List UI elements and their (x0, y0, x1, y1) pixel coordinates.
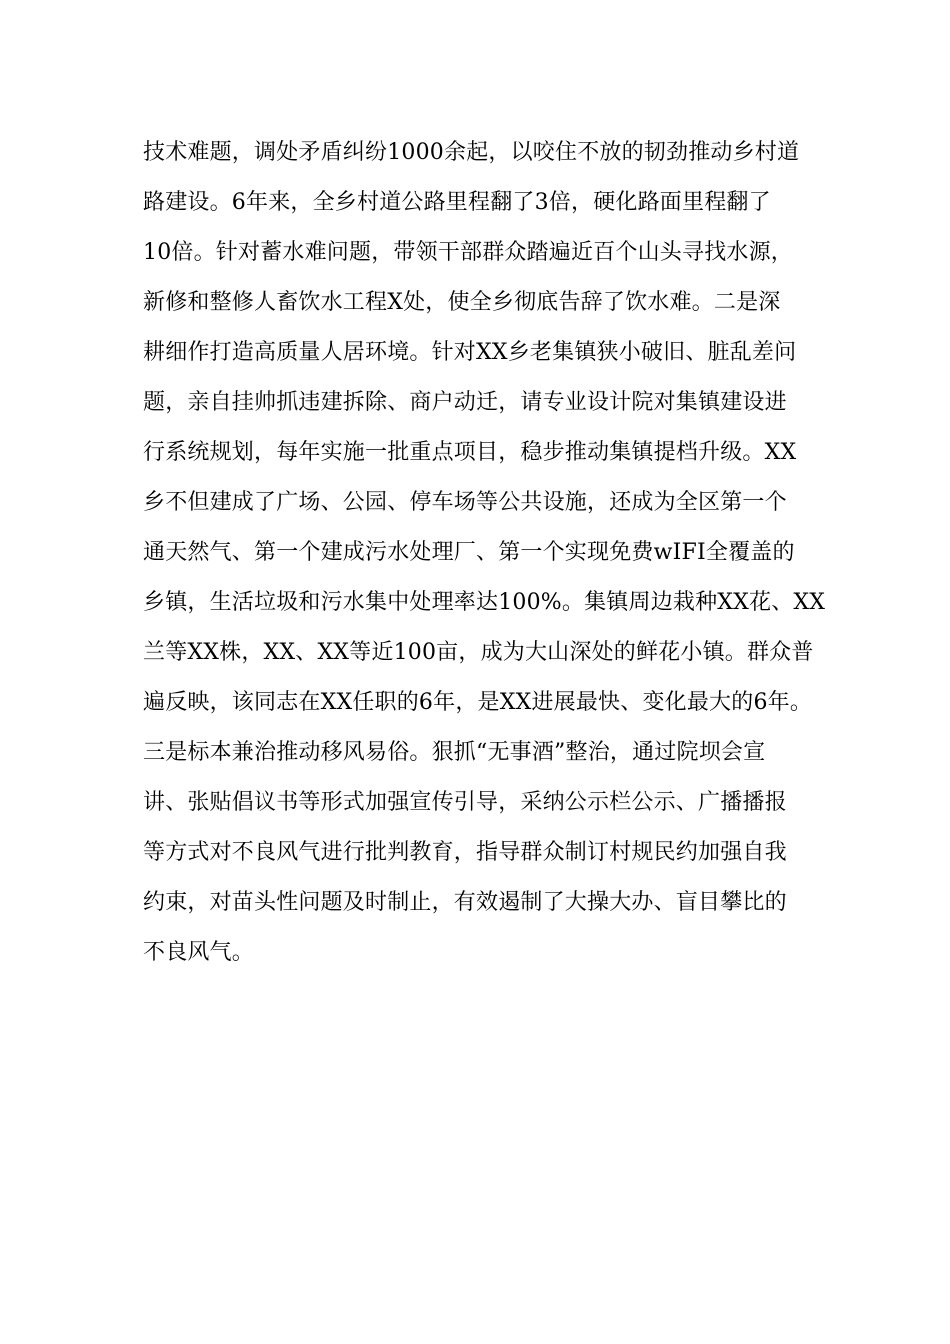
body-paragraph (143, 128, 826, 978)
text-line-11: 兰等XX株，XX、XX等近100亩，成为大山深处的鲜花小镇。群众普 (143, 640, 814, 665)
text-line-3: 10倍。针对蓄水难问题，带领干部群众踏遍近百个山头寻找水源， (143, 240, 793, 265)
text-line-17: 不良风气。 (143, 940, 255, 965)
text-line-9: 通天然气、第一个建成污水处理厂、第一个实现免费wIFI全覆盖的 (143, 540, 795, 565)
text-line-7: 行系统规划，每年实施一批重点项目，稳步推动集镇提档升级。XX (143, 440, 797, 465)
text-line-10: 乡镇，生活垃圾和污水集中处理率达100%。集镇周边栽种XX花、XX (143, 590, 826, 615)
text-line-5: 耕细作打造高质量人居环境。针对XX乡老集镇狭小破旧、脏乱差问 (143, 340, 797, 365)
text-line-6: 题，亲自挂帅抓违建拆除、商户动迁，请专业设计院对集镇建设进 (143, 390, 787, 415)
text-line-12: 遍反映，该同志在XX任职的6年，是XX进展最快、变化最大的6年。 (143, 690, 813, 715)
text-line-1: 技术难题，调处矛盾纠纷1000余起，以咬住不放的韧劲推动乡村道 (143, 140, 800, 165)
text-line-16: 约束，对苗头性问题及时制止，有效遏制了大操大办、盲目攀比的 (143, 890, 787, 915)
text-line-14: 讲、张贴倡议书等形式加强宣传引导，采纳公示栏公示、广播播报 (143, 790, 787, 815)
text-line-4: 新修和整修人畜饮水工程X处，使全乡彻底告辞了饮水难。二是深 (143, 290, 781, 315)
text-line-15: 等方式对不良风气进行批判教育，指导群众制订村规民约加强自我 (143, 840, 787, 865)
text-line-13: 三是标本兼治推动移风易俗。狠抓“无事酒”整治，通过院坝会宣 (143, 740, 766, 765)
text-line-8: 乡不但建成了广场、公园、停车场等公共设施，还成为全区第一个 (143, 490, 787, 515)
text-line-2: 路建设。6年来，全乡村道公路里程翻了3倍，硬化路面里程翻了 (143, 190, 771, 215)
